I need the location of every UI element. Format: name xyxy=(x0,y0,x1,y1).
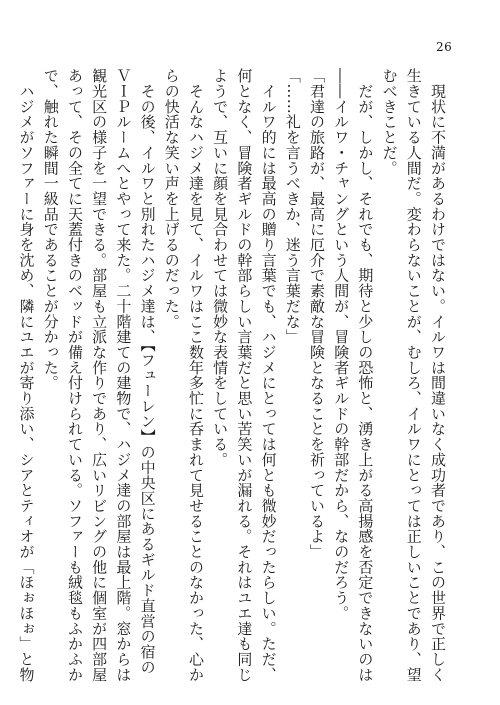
text-line: で、触れた瞬間一級品であることが分かった。 xyxy=(41,68,60,391)
text-line: ――イルワ・チャングという人間が、冒険者ギルドの幹部だから、なのだろう。 xyxy=(332,68,351,621)
text-line: ハジメがソファーに身を沈め、隣にユエが寄り添い、シアとティオが「ほぉほぉ」と物 xyxy=(17,68,36,682)
text-line: 「……礼を言うべきか、迷う言葉だな」 xyxy=(283,68,302,345)
text-line: らの快活な笑い声を上げるのだった。 xyxy=(162,68,181,329)
text-line: そんなハジメ達を見て、イルワはここ数年多忙に呑まれて見せることのなかった、心か xyxy=(186,68,205,682)
text-line: むべきことだ。 xyxy=(380,68,399,176)
text-line: その後、イルワと別れたハジメ達は、【フューレン】の中央区にあるギルド直営の宿の xyxy=(138,68,157,675)
novel-body-text xyxy=(17,68,450,682)
text-line: あって、その全てに天蓋付きのベッドが備え付けられている。ソファーも絨毯もふかふか xyxy=(65,68,84,682)
text-line: だが、しかし、それでも、期待と少しの恐怖と、湧き上がる高揚感を否定できないのは xyxy=(356,68,375,682)
text-line: 観光区の様子を一望できる。部屋も立派な作りであり、広いリビングの他に個室が四部屋 xyxy=(90,68,109,682)
text-line: 現状に不満があるわけではない。イルワは間違いなく成功者であり、この世界で正しく xyxy=(429,68,447,682)
text-line: ＶＩＰルームへとやって来た。二十階建ての建物で、ハジメ達の部屋は最上階。窓からは xyxy=(114,68,133,682)
text-line: 生きている人間だ。変わらないことが、むしろ、イルワにとっては正しいことであり、望 xyxy=(404,68,423,682)
text-line: 「君達の旅路が、最高に厄介で素敵な冒険となることを祈っているよ」 xyxy=(307,68,326,560)
text-line: 何となく、冒険者ギルドの幹部らしい言葉だと思い苦笑いが漏れる。それはユエ達も同じ xyxy=(235,68,254,682)
text-line: ようで、互いに顔を見合わせては微妙な表情をしている。 xyxy=(211,68,230,468)
text-line: イルワ的には最高の贈り言葉でも、ハジメにとっては何とも微妙だったらしい。ただ、 xyxy=(259,68,278,682)
page-number: 26 xyxy=(436,40,453,54)
